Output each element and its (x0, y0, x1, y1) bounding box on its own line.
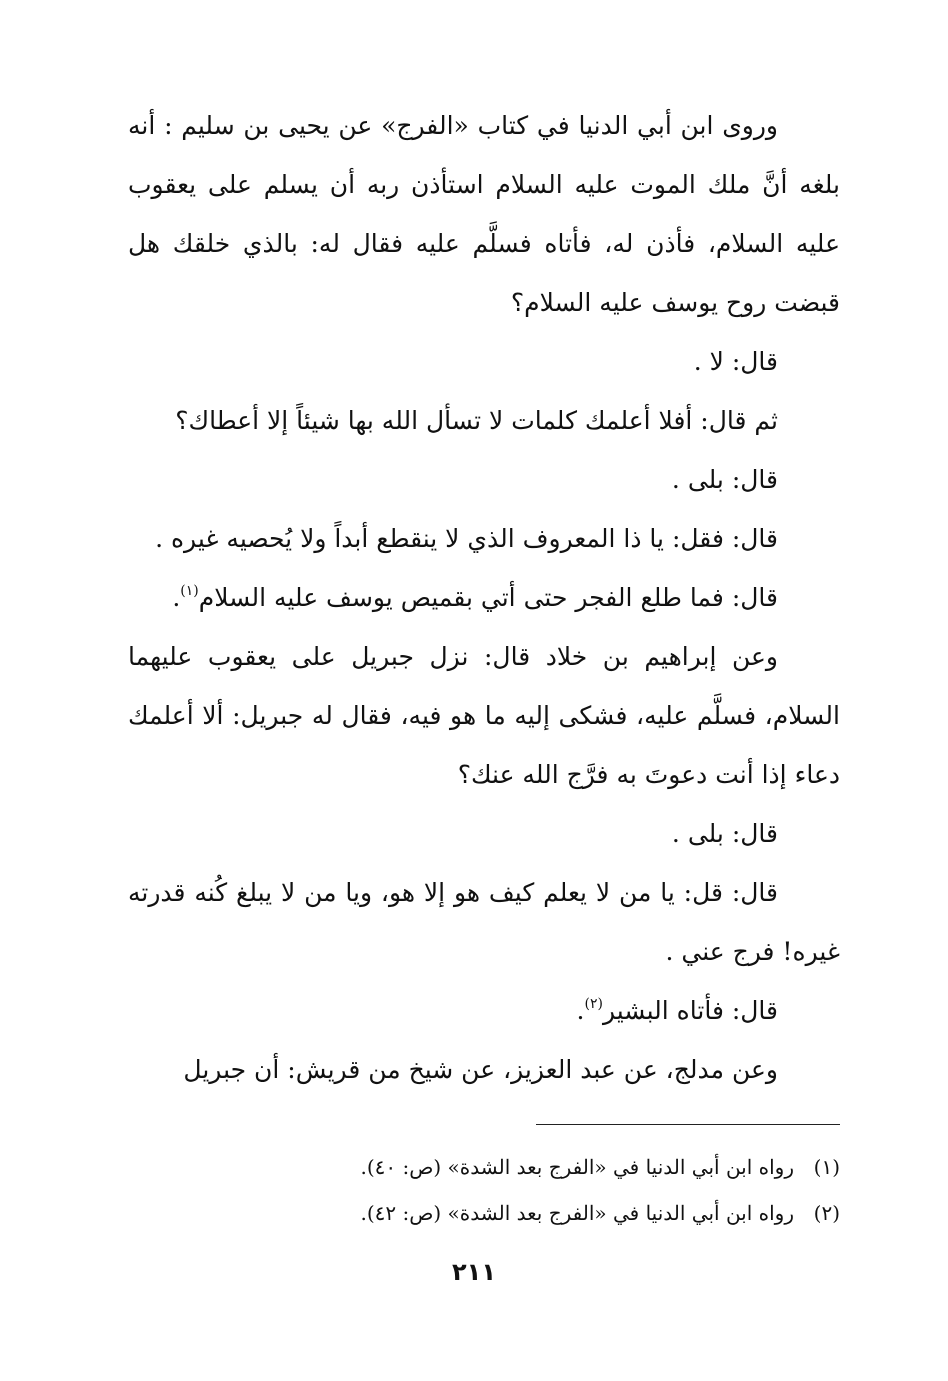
footnotes (128, 1144, 840, 1236)
paragraph: وعن مدلج، عن عبد العزيز، عن شيخ من قريش: أن جبريل (183, 1055, 778, 1084)
footnote-text: رواه ابن أبي الدنيا في «الفرج بعد الشدة» (ص: ٤٠). (360, 1155, 794, 1179)
paragraph: قال: قل: يا من لا يعلم كيف هو إلا هو، ويا من لا يبلغ كُنه قدرته غيره! فرج عني . (128, 878, 840, 966)
footnote (128, 1144, 840, 1190)
footnote-number: (١) (813, 1155, 840, 1179)
paragraph-text: قال: فما طلع الفجر حتى أتي بقميص يوسف عليه السلام (198, 583, 778, 612)
paragraph: ثم قال: أفلا أعلمك كلمات لا تسأل الله بها شيئاً إلا أعطاك؟ (175, 406, 778, 435)
footnote-number: (٢) (813, 1201, 840, 1225)
paragraph: قال: لا . (693, 347, 778, 376)
footnote-ref: (١) (180, 583, 199, 599)
footnote-divider (536, 1124, 840, 1125)
footnote-ref: (٢) (584, 996, 603, 1012)
footnote-text: رواه ابن أبي الدنيا في «الفرج بعد الشدة» (ص: ٤٢). (360, 1201, 794, 1225)
main-text (128, 96, 840, 1099)
footnote (128, 1190, 840, 1236)
paragraph: وعن إبراهيم بن خلاد قال: نزل جبريل على يعقوب عليهما السلام، فسلَّم عليه، فشكى إليه ما هو فيه، فقال له جبريل: ألا أعلمك دعاء إذا أنت دعوتَ به فرَّج الله عنك؟ (128, 642, 840, 789)
page-number: ٢١١ (452, 1258, 496, 1286)
paragraph: قال: بلى . (671, 465, 778, 494)
paragraph: قال: بلى . (671, 819, 778, 848)
paragraph: وروى ابن أبي الدنيا في كتاب «الفرج» عن يحيى بن سليم : أنه بلغه أنَّ ملك الموت عليه السلام استأذن ربه أن يسلم على يعقوب عليه السلام، فأذن له، فأتاه فسلَّم عليه فقال له: بالذي خلقك هل قبضت روح يوسف عليه السلام؟ (128, 111, 840, 317)
paragraph: قال: فقل: يا ذا المعروف الذي لا ينقطع أبداً ولا يُحصيه غيره . (155, 524, 778, 553)
paragraph-text: قال: فأتاه البشير (602, 996, 778, 1025)
paragraph-with-note: قال: فما طلع الفجر حتى أتي بقميص يوسف عليه السلام$^{(١)}$. (172, 583, 778, 612)
paragraph-with-note: قال: فأتاه البشير$^{(٢)}$. (576, 996, 778, 1025)
